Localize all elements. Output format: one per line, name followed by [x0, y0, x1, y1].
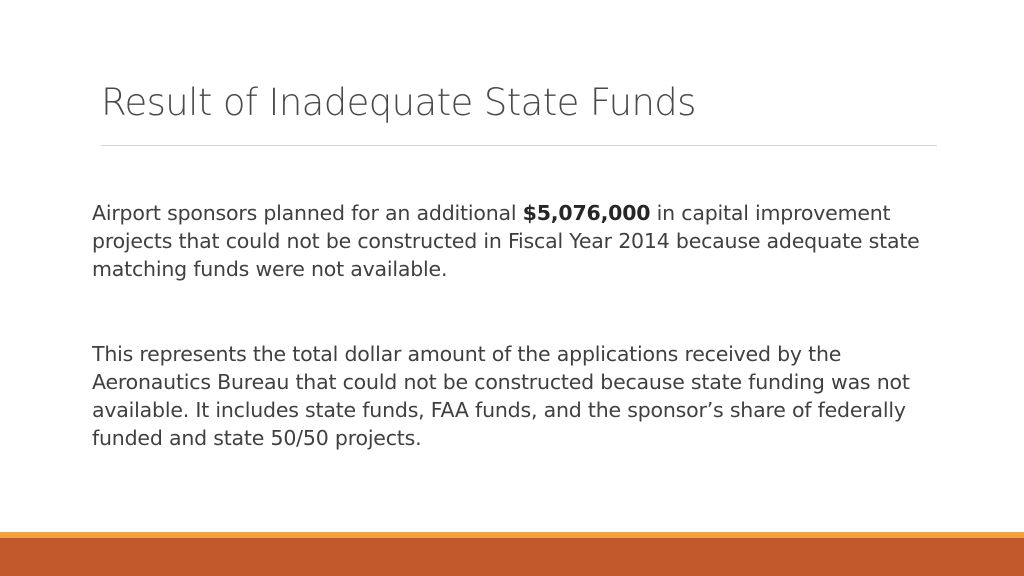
- footer-band: [0, 538, 1024, 576]
- paragraph-explanation: This represents the total dollar amount of the applications received by the Aeronautics Bureau that could not be constructed because state funding was not available. It includes state funds, FAA funds, and the sponsor’s share of federally funded and state 50/50 projects.: [92, 342, 910, 450]
- slide-title: Result of Inadequate State Funds: [101, 81, 696, 124]
- paragraph-1-lead: Airport sponsors planned for an additional: [92, 201, 523, 225]
- dollar-amount: $5,076,000: [522, 201, 651, 225]
- paragraph-funding-shortfall: [92, 199, 932, 283]
- paragraph-1-tail: in capital improvement projects that could not be constructed in Fiscal Year 2014 because adequate state matching funds were not available.: [92, 201, 920, 281]
- title-divider: [101, 145, 937, 146]
